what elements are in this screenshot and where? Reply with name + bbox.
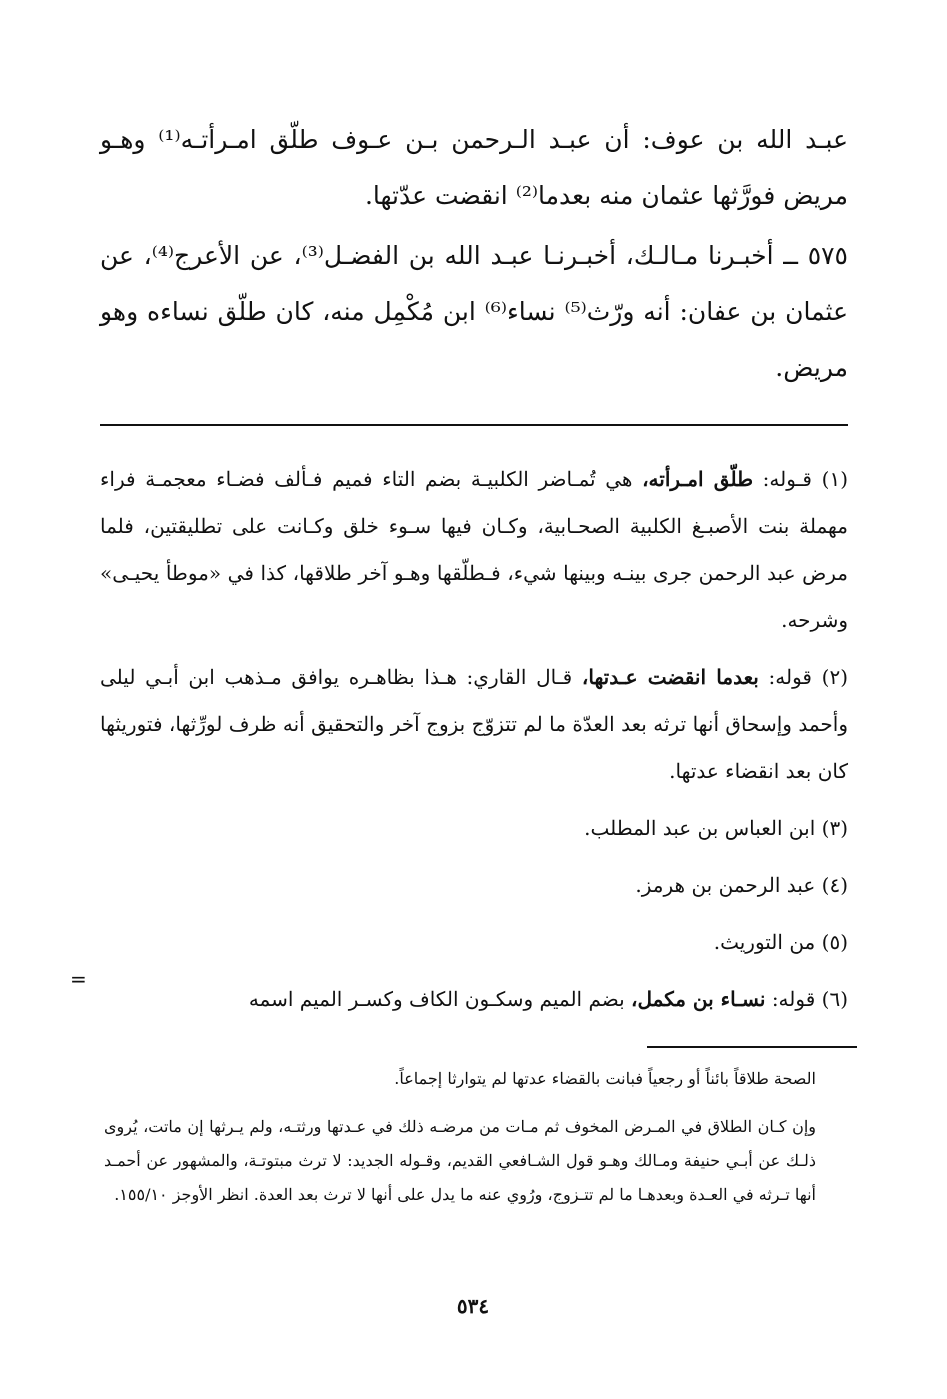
footnote-text: ابن العباس بن عبد المطلب. [584,816,816,840]
page-number: ٥٣٤ [456,1294,490,1318]
footnote-text: عبد الرحمن بن هرمز. [635,873,816,897]
margin-notes-separator [647,1046,857,1048]
footnote-lead: قوله: [768,665,812,689]
footnote-heading: طلّق امـرأته، [642,467,754,491]
footnote-lead: قوله: [771,987,816,1011]
footnote-1 [100,456,848,644]
footnote-3 [100,805,848,852]
footnote-6 [100,976,848,1023]
footnote-text: قـال القاري: هـذا بظاهـره يوافق مـذهب ابن أبـي ليلى وأحمد وإسحاق أنها ترثه بعد العدّة ما لم تتزوّج بزوج آخر والتحقيق أنه ظرف لورِّثها، فتوريثها كان بعد انقضاء عدتها. [100,665,848,783]
margin-note-line: الصحة طلاقاً بائناً أو رجعياً فبانت بالقضاء عدتها لم يتوارثا إجماعاً. [394,1069,816,1088]
hadith-575-paragraph: ٥٧٥ ــ أخبـرنا مـالـك، أخبـرنـا عبـد الله بن الفضـل⁽³⁾، عن الأعرج⁽⁴⁾، عن عثمان بن عفان: أنه ورّث⁽⁵⁾ نساء⁽⁶⁾ ابن مُكْمِل منه، كان طلّق نساءه وهو مريض. [100,241,848,382]
footnote-number: (٤) [821,873,848,897]
footnote-text: هي تُمـاضر الكلبيـة بضم التاء فميم فـألف فضـاء معجمـة فراء مهملة بنت الأصبـغ الكلبية الصحـابية، وكـان فيها سـوء خلق وكـانت على تطليقتين، فلما مرض عبد الرحمن جرى بينـه وبينها شيء، فـطلّقها وهـو آخر طلاقها، كذا في «موطأ يحيـى» وشرحه. [100,467,848,632]
footnote-4 [100,862,848,909]
main-text [100,112,848,396]
footnote-number: (١) [821,467,848,491]
continuation-mark: = [70,967,87,991]
footnote-2 [100,654,848,795]
footnote-number: (٦) [821,987,848,1011]
margin-note-paragraph: وإن كـان الطلاق في المـرض المخوف ثم مـات من مرضـه ذلك في عـدتها ورثتـه، ولم يـرثها إن ماتت، يُروى ذلـك عن أبـي حنيفة ومـالك وهـو قول الشـافعي القديم، وقـوله الجديد: لا ترث مبتوتـة، والمشهور عن أحمـد أنها تـرثه في العـدة وبعدهـا ما لم تتـزوج، ورُوي عنه ما يدل على أنها لا ترث بعد العدة. انظر الأوجز ١٥٥/١٠. [104,1117,816,1204]
footnote-lead: قـوله: [762,467,812,491]
footnote-number: (٣) [821,816,848,840]
footnote-text: بضم الميم وسكـون الكاف وكسـر الميم اسمه [248,987,625,1011]
footnote-separator [100,424,848,426]
footnote-number: (٥) [821,930,848,954]
footnotes [100,456,848,1023]
footnote-number: (٢) [821,665,849,689]
footnote-text: من التوريث. [713,930,816,954]
margin-notes [104,1062,816,1212]
footnote-5 [100,919,848,966]
footnote-heading: بعدما انقضت عـدتها، [581,665,759,689]
footnote-heading: نسـاء بن مكمل، [631,987,766,1011]
main-paragraph-1: عبـد الله بن عوف: أن عبـد الـرحمن بـن عـوف طلّق امـرأتـه⁽¹⁾ وهـو مريض فورَّثها عثمان منه بعدما⁽²⁾ انقضت عدّتها. [100,125,848,210]
